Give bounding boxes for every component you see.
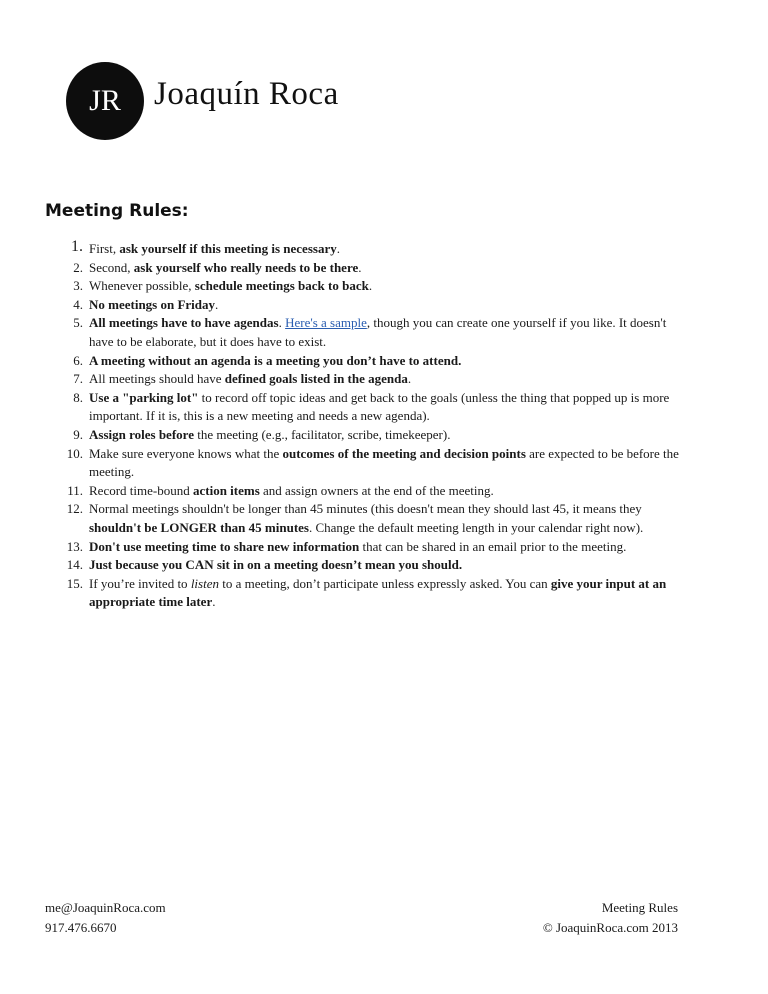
rule-text: . bbox=[215, 296, 219, 312]
rule-italic: listen bbox=[190, 575, 219, 591]
rule-emphasis: Use a "parking lot" bbox=[89, 389, 199, 405]
rule-item bbox=[73, 277, 689, 296]
rule-emphasis: Don't use meeting time to share new information bbox=[89, 538, 360, 554]
rule-number: 11. bbox=[67, 482, 83, 498]
rule-item bbox=[73, 352, 689, 371]
rule-number: 6. bbox=[73, 352, 83, 368]
footer-info bbox=[543, 898, 678, 938]
rule-text: Record time-bound bbox=[89, 482, 193, 498]
rule-emphasis: Assign roles before bbox=[89, 426, 194, 442]
rule-emphasis: No meetings on Friday bbox=[89, 296, 216, 312]
rule-text: are expected to be before the meeting. bbox=[89, 445, 679, 480]
footer-phone: 917.476.6670 bbox=[45, 920, 117, 935]
rule-emphasis: defined goals listed in the agenda bbox=[224, 371, 408, 387]
sample-agenda-link[interactable]: Here's a sample bbox=[285, 315, 367, 331]
rule-item bbox=[73, 259, 689, 278]
rule-emphasis: outcomes of the meeting and decision points bbox=[282, 445, 526, 461]
rule-text: First, bbox=[89, 241, 120, 256]
rule-item bbox=[73, 389, 689, 426]
rule-text: and assign owners at the end of the meeting. bbox=[259, 482, 494, 498]
rule-number: 9. bbox=[73, 426, 83, 442]
rule-number: 7. bbox=[73, 371, 83, 387]
footer-contact bbox=[45, 898, 166, 938]
rule-item bbox=[67, 482, 689, 501]
rule-text: Second, bbox=[89, 259, 134, 275]
rule-item bbox=[66, 445, 689, 482]
rule-item bbox=[71, 238, 689, 259]
rule-text: that can be shared in an email prior to the meeting. bbox=[359, 538, 627, 554]
rule-emphasis: A meeting without an agenda is a meeting you don’t have to attend. bbox=[89, 352, 462, 368]
rule-text: Normal meetings shouldn't be longer than 45 minutes (this doesn't mean they should last 45, it means they bbox=[89, 501, 642, 517]
footer-copyright: © JoaquinRoca.com 2013 bbox=[542, 920, 678, 935]
rule-text: Whenever possible, bbox=[89, 278, 195, 294]
rule-number: 3. bbox=[73, 278, 83, 294]
rule-emphasis: All meetings have to have agendas bbox=[89, 315, 279, 331]
rule-text: . bbox=[336, 241, 340, 256]
rule-number: 15. bbox=[66, 575, 83, 591]
rule-number: 13. bbox=[66, 538, 83, 554]
rule-text: . bbox=[358, 259, 362, 275]
footer-doc-title: Meeting Rules bbox=[601, 900, 678, 915]
rule-emphasis: give your input at an appropriate time later bbox=[89, 575, 667, 610]
rule-text: to record off topic ideas and get back to the goals (unless the thing that popped up is more important. If it is, this is a new meeting and needs a new agenda). bbox=[89, 389, 670, 424]
rule-text: . Change the default meeting length in your calendar right now). bbox=[308, 519, 644, 535]
rule-emphasis: ask yourself who really needs to be there bbox=[133, 259, 359, 275]
rule-item bbox=[66, 556, 689, 575]
rule-number: 8. bbox=[73, 389, 83, 405]
rules-list bbox=[66, 238, 689, 612]
author-name: Joaquín Roca bbox=[154, 76, 339, 112]
rule-text: . bbox=[212, 594, 216, 610]
rule-text: If you’re invited to bbox=[89, 575, 191, 591]
logo-initials: JR bbox=[89, 84, 121, 117]
rule-text: , though you can create one yourself if you like. It doesn't have to be elaborate, but it does have to exist. bbox=[89, 315, 667, 349]
rule-number: 5. bbox=[73, 315, 83, 331]
logo-monogram bbox=[66, 62, 144, 140]
rule-text: All meetings should have bbox=[89, 371, 225, 387]
rule-number: 4. bbox=[73, 296, 83, 312]
rule-number: 1. bbox=[71, 238, 83, 255]
rule-text: . bbox=[278, 315, 286, 331]
rule-text: to a meeting, don’t participate unless expressly asked. You can bbox=[218, 575, 551, 591]
rule-item bbox=[73, 296, 689, 315]
rule-text: Make sure everyone knows what the bbox=[89, 445, 283, 461]
rule-number: 14. bbox=[66, 557, 83, 573]
rule-text: . bbox=[407, 371, 412, 387]
footer-email[interactable]: me@JoaquinRoca.com bbox=[45, 900, 166, 915]
rule-number: 10. bbox=[66, 445, 83, 461]
rule-item bbox=[66, 575, 689, 612]
rule-emphasis: ask yourself if this meeting is necessary bbox=[119, 241, 337, 256]
rule-item bbox=[73, 314, 689, 351]
rule-text: . bbox=[368, 278, 373, 294]
rule-text: the meeting (e.g., facilitator, scribe, timekeeper). bbox=[193, 426, 451, 442]
rule-emphasis: Just because you CAN sit in on a meeting doesn’t mean you should. bbox=[89, 557, 463, 573]
rule-emphasis: action items bbox=[192, 482, 260, 498]
rule-item bbox=[66, 538, 689, 557]
rule-emphasis: shouldn't be LONGER than 45 minutes bbox=[89, 519, 309, 535]
rule-emphasis: schedule meetings back to back bbox=[194, 278, 369, 294]
rule-item bbox=[73, 426, 689, 445]
rule-number: 2. bbox=[73, 259, 83, 275]
rule-item bbox=[66, 500, 689, 537]
rule-item bbox=[73, 370, 689, 389]
page-title: Meeting Rules: bbox=[45, 201, 189, 221]
rule-number: 12. bbox=[66, 501, 83, 517]
